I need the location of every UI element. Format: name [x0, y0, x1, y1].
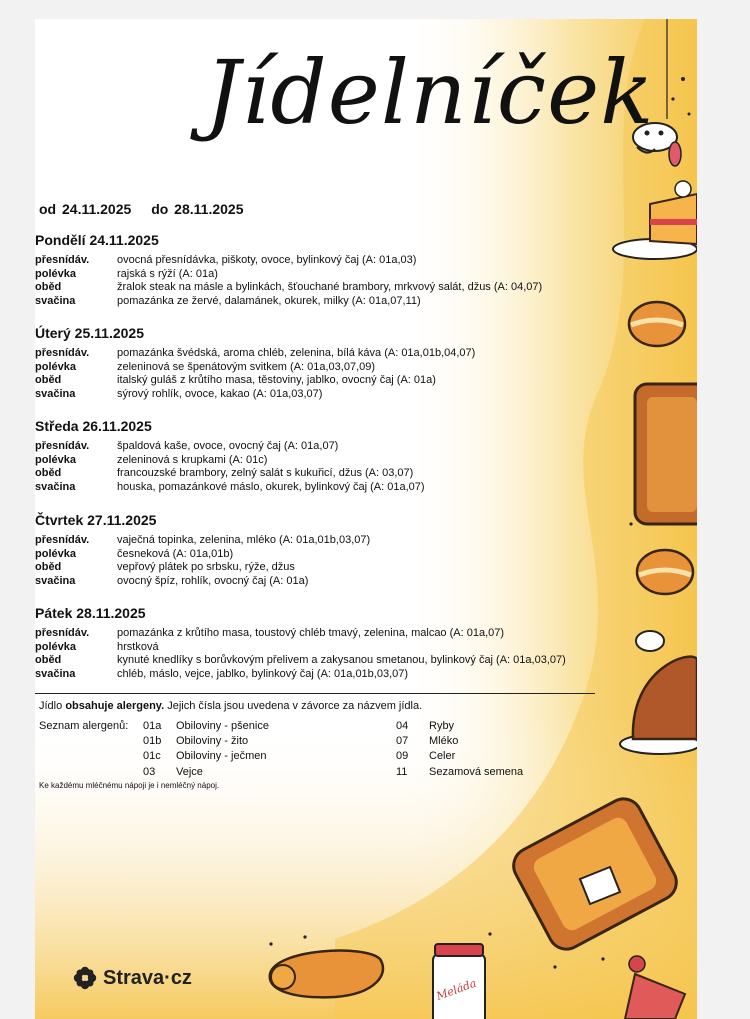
- menu-row: [35, 254, 635, 268]
- allergen-note-bold: obsahuje alergeny.: [65, 700, 165, 712]
- meal-label: svačina: [35, 480, 76, 493]
- page-title: Jídelníček: [205, 41, 655, 144]
- meal-text: ovocný špíz, rohlík, ovocný čaj (A: 01a): [117, 574, 309, 587]
- menu-row: [35, 361, 635, 375]
- menu-row: [35, 668, 635, 682]
- menu-page: [35, 19, 697, 1019]
- meal-label: oběd: [35, 374, 62, 387]
- day-wednesday: [35, 418, 635, 494]
- bun-icon-2: [637, 550, 693, 594]
- allergen-names-left: [176, 719, 269, 780]
- meal-label: svačina: [35, 294, 76, 307]
- menu-row: [35, 347, 635, 361]
- day-heading: Pondělí 24.11.2025: [35, 232, 159, 248]
- menu-row: [35, 548, 635, 562]
- menu-row: [35, 281, 635, 295]
- date-to: do 28.11.2025: [151, 201, 244, 217]
- meal-label: přesnídáv.: [35, 534, 90, 546]
- meal-text: italský guláš z krůtího masa, těstoviny, jablko, ovocný čaj (A: 01a): [117, 374, 436, 387]
- menu-row: [35, 295, 635, 309]
- allergen-name: Sezamová semena: [429, 765, 524, 778]
- day-monday: [35, 232, 635, 308]
- meal-label: oběd: [35, 654, 62, 667]
- day-heading: Čtvrtek 27.11.2025: [35, 512, 157, 528]
- allergen-name: Ryby: [429, 720, 455, 732]
- allergen-code: 04: [396, 720, 409, 732]
- meal-label: přesnídáv.: [35, 627, 90, 639]
- section-divider: [35, 693, 595, 694]
- meal-text: vaječná topinka, zelenina, mléko (A: 01a,01b,03,07): [117, 534, 371, 546]
- allergen-code: 01a: [143, 720, 162, 732]
- allergen-name: Vejce: [176, 765, 203, 778]
- menu-row: [35, 575, 635, 589]
- allergen-names-right: [429, 719, 523, 780]
- allergen-code: 07: [396, 735, 409, 748]
- bun-icon: [629, 302, 685, 346]
- meal-label: polévka: [35, 267, 76, 280]
- menu-row: [35, 268, 635, 282]
- date-from: od 24.11.2025: [39, 201, 132, 217]
- allergen-codes-right: [396, 719, 408, 780]
- date-range: [39, 201, 257, 217]
- meal-label: přesnídáv.: [35, 440, 90, 452]
- meal-text: vepřový plátek po srbsku, rýže, džus: [117, 561, 295, 574]
- meal-label: svačina: [35, 574, 76, 587]
- day-heading: Pátek 28.11.2025: [35, 605, 146, 621]
- day-heading: Středa 26.11.2025: [35, 418, 152, 434]
- menu-row: [35, 534, 635, 548]
- meal-label: přesnídáv.: [35, 347, 90, 359]
- allergen-code: 11: [396, 765, 408, 778]
- meal-label: přesnídáv.: [35, 254, 90, 266]
- allergen-name: Obiloviny - žito: [176, 735, 249, 748]
- meal-text: pomazánka z krůtího masa, toustový chléb tmavý, zelenina, malcao (A: 01a,07): [117, 627, 505, 639]
- menu-row: [35, 467, 635, 481]
- meal-text: kynuté knedlíky s borůvkovým přelivem a zakysanou smetanou, bylinkový čaj (A: 01a,03,07): [117, 654, 566, 667]
- meal-label: oběd: [35, 561, 62, 574]
- meal-text: zeleninová s krupkami (A: 01c): [117, 453, 268, 466]
- meal-label: svačina: [35, 387, 76, 400]
- baking-tray-icon: [635, 384, 697, 524]
- meal-text: pomazánka ze žervé, dalamánek, okurek, milky (A: 01a,07,11): [117, 294, 421, 307]
- meal-text: pomazánka švédská, aroma chléb, zelenina, bílá káva (A: 01a,01b,04,07): [117, 347, 476, 359]
- allergen-note-prefix: Jídlo: [39, 700, 63, 712]
- allergen-name: Mléko: [429, 735, 459, 748]
- meal-label: polévka: [35, 640, 76, 653]
- meal-text: francouzské brambory, zelný salát s kukuřicí, džus (A: 03,07): [117, 467, 414, 480]
- allergen-note: [39, 700, 422, 712]
- day-tuesday: [35, 325, 635, 401]
- allergen-name: Obiloviny - pšenice: [176, 720, 269, 732]
- allergen-code: 03: [143, 765, 156, 778]
- menu-row: [35, 561, 635, 575]
- allergen-note-suffix: Jejich čísla jsou uvedena v závorce za názvem jídla.: [167, 700, 423, 712]
- meal-text: špaldová kaše, ovoce, ovocný čaj (A: 01a,07): [117, 440, 339, 452]
- meal-label: oběd: [35, 281, 62, 294]
- day-heading: Úterý 25.11.2025: [35, 325, 144, 341]
- allergen-list-label: Seznam alergenů:: [39, 720, 129, 732]
- menu-row: [35, 481, 635, 495]
- allergen-code: 01c: [143, 750, 161, 763]
- meal-label: polévka: [35, 360, 76, 373]
- allergen-codes-left: [143, 719, 161, 780]
- day-friday: [35, 605, 635, 681]
- meal-label: polévka: [35, 547, 76, 560]
- meal-label: polévka: [35, 453, 76, 466]
- brand-logo: [73, 966, 192, 990]
- meal-text: chléb, máslo, vejce, jablko, bylinkový čaj (A: 01a,01b,03,07): [117, 667, 409, 680]
- allergen-code: 09: [396, 750, 409, 763]
- footnote: Ke každému mléčnému nápoji je i nemléčný nápoj.: [39, 781, 220, 790]
- strava-flower-icon: [73, 966, 97, 990]
- meal-text: sýrový rohlík, ovoce, kakao (A: 01a,03,07): [117, 387, 323, 400]
- meal-label: oběd: [35, 467, 62, 480]
- allergen-name: Celer: [429, 750, 456, 763]
- meal-text: rajská s rýží (A: 01a): [117, 267, 218, 280]
- menu-row: [35, 627, 635, 641]
- jar-label: Meláda: [434, 976, 479, 1003]
- menu-row: [35, 388, 635, 402]
- menu-row: [35, 654, 635, 668]
- meal-text: zeleninová se špenátovým svitkem (A: 01a,03,07,09): [117, 360, 376, 373]
- meal-text: houska, pomazánkové máslo, okurek, bylinkový čaj (A: 01a,07): [117, 480, 425, 493]
- meal-text: ovocná přesnídávka, piškoty, ovoce, bylinkový čaj (A: 01a,03): [117, 254, 417, 266]
- meal-label: svačina: [35, 667, 76, 680]
- menu-row: [35, 641, 635, 655]
- day-thursday: [35, 512, 635, 588]
- meal-text: žralok steak na másle a bylinkách, šťouchané brambory, mrkvový salát, džus (A: 04,07): [117, 281, 543, 294]
- meal-text: hrstková: [117, 640, 159, 653]
- menu-row: [35, 374, 635, 388]
- meal-text: česneková (A: 01a,01b): [117, 547, 234, 560]
- menu-row: [35, 454, 635, 468]
- brand-name: Strava·cz: [103, 966, 192, 989]
- allergen-code: 01b: [143, 735, 162, 748]
- allergen-name: Obiloviny - ječmen: [176, 750, 267, 763]
- menu-row: [35, 440, 635, 454]
